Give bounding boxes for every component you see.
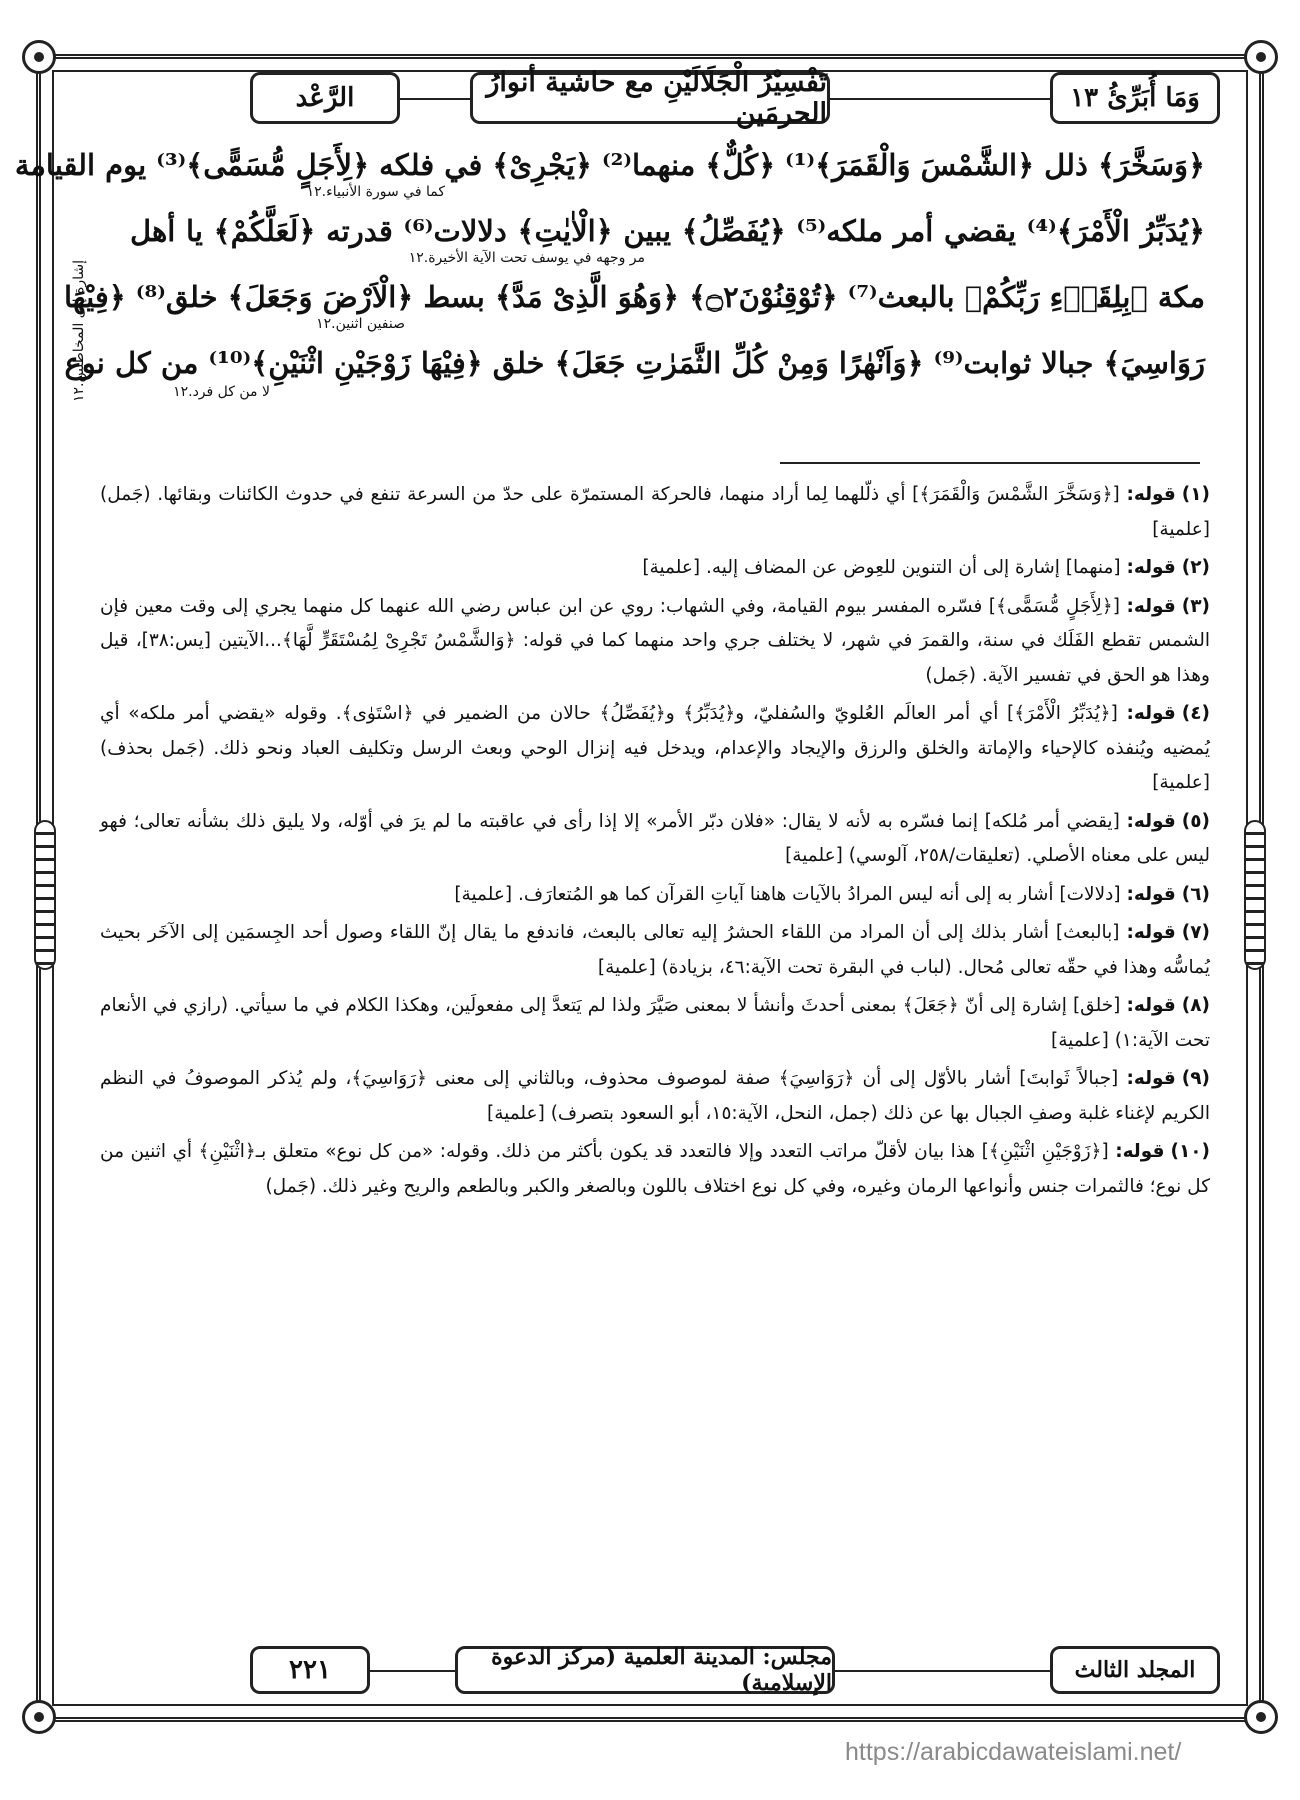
footnote-item — [100, 989, 1210, 1058]
footnote-divider — [780, 462, 1200, 464]
footnote-text: [جبالاً ثَوابتَ] أشار بالأوّل إلى أن ﴿رَوَاسِيَ﴾ صفة لموصوف محذوف، وبالثاني إلى معنى ﴿رَوَاسِيَ﴾، ولم يُذكر الموصوفُ في النظم الكريم لإغناء غلبة وصفِ الجبال بها عن ذلك (جمل، النحل، الآية:١٥، أبو السعود بتصرف) [علمية] — [100, 1068, 1210, 1124]
footnote-item — [100, 1135, 1210, 1204]
footnote-number: (٥) — [1181, 810, 1210, 832]
verse-line: رَوَاسِيَ﴾ جبالا ثوابت⁽⁹⁾ ﴿وَاَنْهٰرًا وَمِنْ كُلِّ الثَّمَرٰتِ جَعَلَ﴾ خلق ﴿فِيْهَا زَوْجَيْنِ اثْنَيْنِ﴾⁽¹⁰⁾ من كل نوع — [64, 346, 1205, 380]
verse-line: ﴿وَسَخَّرَ﴾ ذلل ﴿الشَّمْسَ وَالْقَمَرَ﴾⁽¹⁾ ﴿كُلٌّ﴾ منهما⁽²⁾ ﴿يَجْرِىْ﴾ في فلكه ﴿لِأَجَلٍ مُّسَمًّى﴾⁽³⁾ يوم القيامة — [14, 148, 1205, 182]
footnote-item — [100, 590, 1210, 694]
footnotes — [100, 478, 1210, 1608]
header-rule — [830, 98, 1050, 100]
footnote-label: قوله: — [1126, 484, 1176, 505]
page-footer — [60, 1646, 1240, 1702]
website-watermark: https://arabicdawateislami.net/ — [845, 1738, 1182, 1766]
footnote-item — [100, 697, 1210, 801]
footnote-number: (٦) — [1181, 883, 1210, 905]
marginal-note: صنفين اثنين.١٢ — [316, 316, 405, 332]
footnote-item — [100, 878, 1210, 913]
footnote-text: [﴿وَسَخَّرَ الشَّمْسَ وَالْقَمَرَ﴾] أي ذلّلهما لِما أراد منهما، فالحركة المستمرّة على حدّ من السرعة تنفع في حدوث الكائنات وبقائها. (جَمل) [علمية] — [100, 484, 1210, 540]
side-ornament-left — [34, 820, 56, 970]
page-number: ٢٢١ — [250, 1646, 370, 1694]
footnote-label: قوله: — [1126, 557, 1176, 578]
publisher-label: مجلس: المدينة العلمية (مركز الدعوة الإسلامية) — [455, 1646, 835, 1694]
footnote-label: قوله: — [1126, 810, 1176, 832]
footnote-label: قوله: — [1126, 595, 1176, 617]
page-header — [60, 67, 1240, 130]
footnote-label: قوله: — [1115, 1141, 1165, 1162]
footnote-text: [منهما] إشارة إلى أن التنوين للعِوض عن المضاف إليه. [علمية] — [642, 557, 1121, 578]
side-marginal-text: إشارة إلى المخاطبين.١٢ — [71, 259, 87, 403]
footnote-item — [100, 805, 1210, 874]
volume-label: المجلد الثالث — [1050, 1646, 1220, 1694]
corner-ornament-top-left — [22, 40, 56, 74]
side-ornament-right — [1244, 820, 1266, 970]
surah-title: الرَّعْد — [250, 72, 400, 124]
verse-line: مكة ﴿بِلِقَاۗءِ رَبِّكُمْ﴾ بالبعث⁽⁷⁾ ﴿تُوْقِنُوْنَ۝۲﴾ ﴿وَهُوَ الَّذِىْ مَدَّ﴾ بسط ﴿الْاَرْضَ وَجَعَلَ﴾ خلق⁽⁸⁾ ﴿فِيْهَا — [63, 280, 1205, 314]
marginal-note: لا من كل فرد.١٢ — [173, 384, 270, 400]
footnote-text: [دلالات] أشار به إلى أنه ليس المرادُ بالآيات هاهنا آياتِ القرآن كما هو المُتعارَف. [علمية] — [454, 883, 1121, 905]
footnote-number: (١٠) — [1170, 1141, 1210, 1162]
juz-title: وَمَا أُبَرِّئُ ١٣ — [1050, 72, 1220, 124]
footnote-text: [﴿يُدَبِّرُ الْأَمْرَ﴾] أي أمر العالَم العُلويّ والسُفليّ، و﴿يُدَبِّرُ﴾ و﴿يُفَصِّلُ﴾ حالان من الضمير في ﴿اسْتَوٰى﴾. وقوله «يقضي أمر ملكه» أي يُمضيه ويُنفذه كالإحياء والإماتة والخلق والرزق والإيجاد والإعدام، ويدخل فيه إنزال الوحي وبعث الرسل وتكليف العباد ونحو ذلك. (جَمل بحذف) [علمية] — [100, 703, 1210, 793]
side-marginal-note — [64, 196, 94, 466]
footnote-text: [خلق] إشارة إلى أنّ ﴿جَعَلَ﴾ بمعنى أحدثَ وأنشأ لا بمعنى صَيَّرَ ولذا لم يَتعدَّ إلى مفعولَين، وهكذا الكلام في ما سيأتي. (رازي في الأنعام تحت الآية:١) [علمية] — [100, 995, 1210, 1051]
header-rule — [400, 98, 470, 100]
footnote-label: قوله: — [1126, 1068, 1176, 1089]
corner-ornament-top-right — [1244, 40, 1278, 74]
footnote-item — [100, 1062, 1210, 1131]
corner-ornament-bottom-left — [22, 1700, 56, 1734]
footnote-label: قوله: — [1126, 883, 1176, 905]
verse-line: ﴿يُدَبِّرُ الْأَمْرَ﴾⁽⁴⁾ يقضي أمر ملكه⁽⁵⁾ ﴿يُفَصِّلُ﴾ يبين ﴿الْاٰيٰتِ﴾ دلالات⁽⁶⁾ قدرته ﴿لَعَلَّكُمْ﴾ يا أهل — [130, 214, 1205, 248]
footnote-text: [يقضي أمر مُلكه] إنما فسّره به لأنه لا يقال: «فلان دبّر الأمر» إلا إذا رأى في عاقبته ما لم يرَ في أوّله، ولا يليق ذلك بشأنه تعالى؛ فهو ليس على معناه الأصلي. (تعليقات/٢٥٨، آلوسي) [علمية] — [100, 810, 1210, 866]
marginal-note: كما في سورة الأنبياء.١٢ — [306, 184, 445, 200]
footnote-text: [بالبعث] أشار بذلك إلى أن المراد من اللقاء الحشرُ إليه تعالى بالبعث، فاندفع ما يقال إنّ اللقاء وصول أحد الجِسمَين إلى الآخَر بحيث يُماسُّه وهذا في حقّه تعالى مُحال. (لباب في البقرة تحت الآية:٤٦، بزيادة) [علمية] — [100, 922, 1210, 978]
footnote-number: (٤) — [1181, 703, 1210, 724]
footnote-number: (١) — [1181, 484, 1210, 505]
footnote-item — [100, 916, 1210, 985]
corner-ornament-bottom-right — [1244, 1700, 1278, 1734]
footnote-text: [﴿لِأَجَلٍ مُّسَمًّى﴾] فسّره المفسر بيوم القيامة، وفي الشهاب: روي عن ابن عباس رضي الله عنهما كل منهما يجري إلى وقت معين فإن الشمس تقطع الفَلَك في سنة، والقمرَ في شهر، لا يختلف جري واحد منهما كما في قوله: ﴿وَالشَّمْسُ تَجْرِىْ لِمُسْتَقَرٍّ لَّهَا﴾...الآيتين [يس:٣٨]، قيل وهذا هو الحق في تفسير الآية. (جَمل) — [100, 595, 1210, 686]
footnote-label: قوله: — [1126, 995, 1176, 1016]
footnote-label: قوله: — [1126, 703, 1176, 724]
footnote-number: (٧) — [1181, 922, 1210, 943]
footnote-text: [﴿زَوْجَيْنِ اثْنَيْنِ﴾] هذا بيان لأقلّ مراتب التعدد وإلا فالتعدد قد يكون بأكثر من ذلك. وقوله: «من كل نوع» متعلق بـ﴿اثْنَيْنِ﴾ أي اثنين من كل نوع؛ فالثمرات جنس وأنواعها الرمان وغيره، وفي كل نوع اختلاف باللون وبالصغر والكبر وبالطعم والريح وغير ذلك. (جَمل) — [100, 1141, 1210, 1197]
footnote-number: (٩) — [1181, 1068, 1210, 1089]
footnote-item — [100, 478, 1210, 547]
book-title: تَفْسِيْرُ الْجَلَالَيْنِ مع حاشية أنوارُ الحرمَين — [470, 72, 830, 124]
footnote-number: (٢) — [1181, 557, 1210, 578]
footnote-item — [100, 551, 1210, 586]
footnote-number: (٣) — [1181, 595, 1210, 617]
footnote-number: (٨) — [1181, 995, 1210, 1016]
footnote-label: قوله: — [1126, 922, 1176, 943]
marginal-note: مر وجهه في يوسف تحت الآية الأخيرة.١٢ — [408, 250, 645, 266]
footer-rule — [835, 1670, 1050, 1672]
